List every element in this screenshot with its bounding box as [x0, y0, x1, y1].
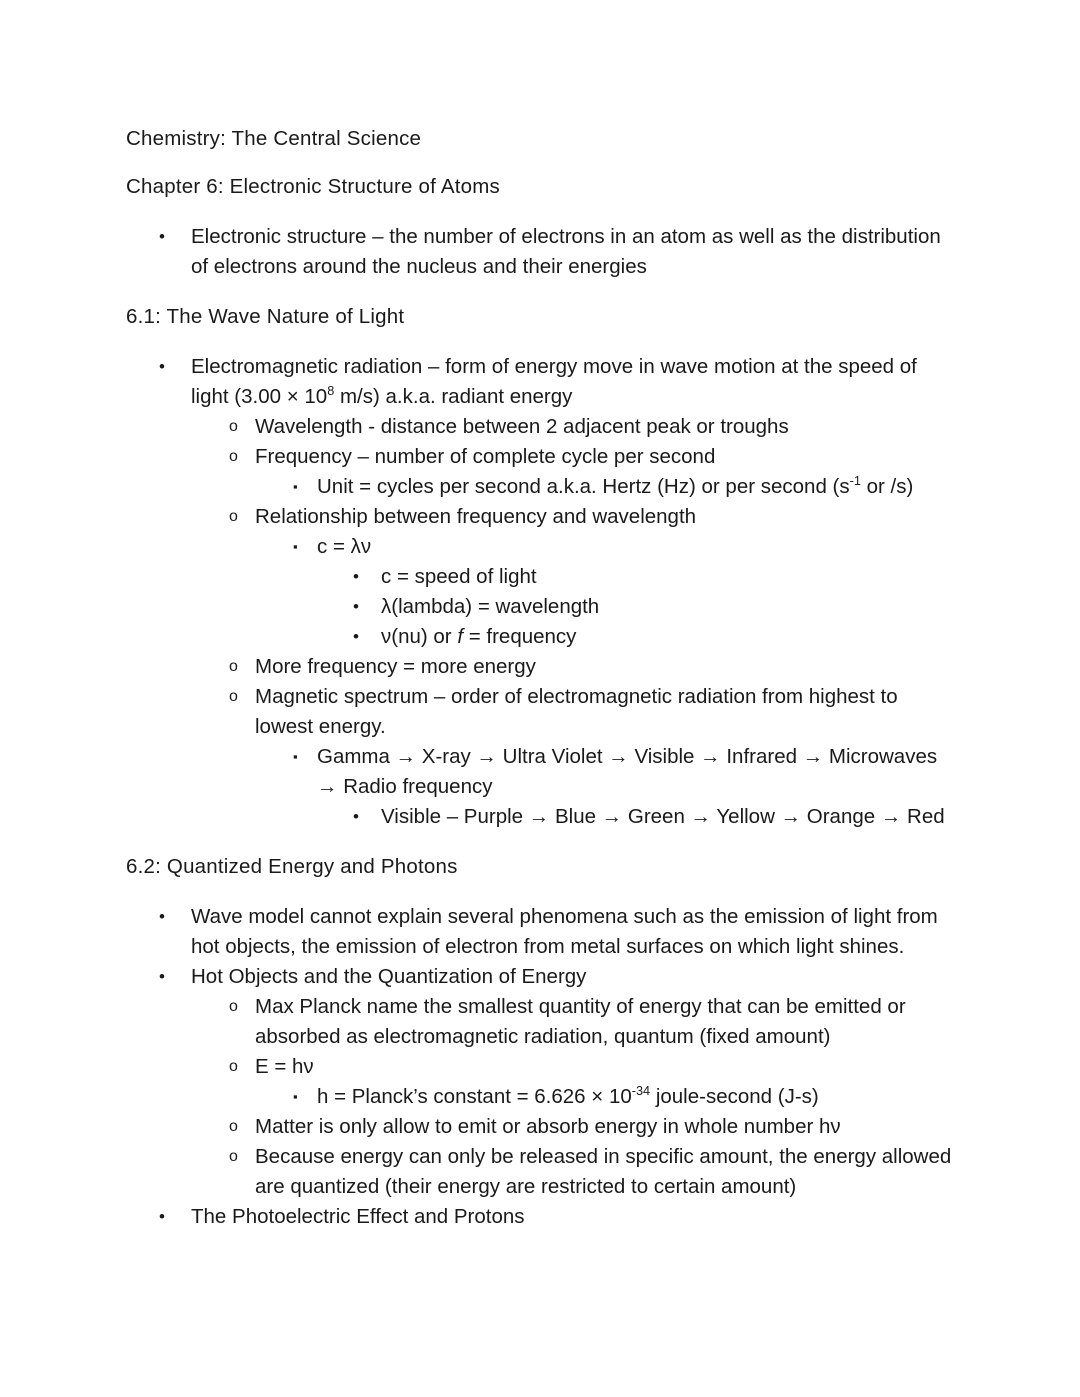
spectrum-order-text: Gamma → X-ray → Ultra Violet → Visible → Infrared → Microwaves → Radio frequency — [317, 745, 938, 798]
intro-bullet-list — [126, 222, 954, 282]
relationship-text: Relationship between frequency and wavelength — [255, 505, 697, 528]
lambda-definition: λ(lambda) = wavelength — [381, 595, 600, 618]
list-item — [191, 412, 954, 442]
planck-constant-sublist — [255, 1082, 954, 1112]
document-body — [126, 126, 954, 1232]
section-6-1-list — [126, 352, 954, 832]
planck-constant-exponent: -34 — [631, 1083, 651, 1099]
disc-bullet-icon: • — [353, 597, 359, 616]
circle-bullet-icon: o — [229, 508, 238, 525]
visible-order-text: Visible – Purple → Blue → Green → Yellow → Orange → Red — [381, 805, 945, 828]
planck-constant-text — [317, 1082, 954, 1112]
nu-definition-pre: ν(nu) or — [381, 625, 458, 648]
section-heading-6-1: 6.1: The Wave Nature of Light — [126, 305, 405, 328]
frequency-text: Frequency – number of complete cycle per second — [255, 445, 716, 468]
hot-objects-sublist — [191, 992, 954, 1202]
wave-sublist — [191, 412, 954, 832]
document-title: Chemistry: The Central Science — [126, 127, 422, 150]
em-radiation-post: m/s) a.k.a. radiant energy — [334, 385, 573, 408]
list-item — [191, 992, 954, 1052]
list-item — [191, 1112, 954, 1142]
unit-post: or /s) — [860, 475, 914, 498]
section-6-2-list — [126, 902, 954, 1232]
unit-pre: Unit = cycles per second a.k.a. Hertz (Hz) or per second (s — [317, 475, 850, 498]
circle-bullet-icon: o — [229, 998, 238, 1015]
square-bullet-icon: ▪ — [293, 479, 298, 494]
em-radiation-exponent: 8 — [327, 383, 335, 399]
list-item — [317, 802, 954, 832]
list-item — [126, 1202, 954, 1232]
disc-bullet-icon: • — [159, 227, 165, 246]
spacer — [126, 282, 954, 304]
list-item — [126, 222, 954, 282]
square-bullet-icon: ▪ — [293, 539, 298, 554]
spacer — [126, 832, 954, 854]
list-item — [255, 472, 954, 502]
unit-text — [317, 472, 954, 502]
nu-definition — [381, 622, 954, 652]
matter-emit-text: Matter is only allow to emit or absorb energy in whole number hν — [255, 1115, 841, 1138]
circle-bullet-icon: o — [229, 688, 238, 705]
disc-bullet-icon: • — [159, 907, 165, 926]
planck-constant-post: joule-second (J-s) — [650, 1085, 819, 1108]
planck-constant-pre: h = Planck’s constant = 6.626 × 10 — [317, 1085, 632, 1108]
list-item — [126, 902, 954, 962]
disc-bullet-icon: • — [353, 807, 359, 826]
photoelectric-effect-text: The Photoelectric Effect and Protons — [191, 1205, 525, 1228]
circle-bullet-icon: o — [229, 418, 238, 435]
disc-bullet-icon: • — [159, 357, 165, 376]
relationship-sublist — [255, 532, 954, 652]
disc-bullet-icon: • — [353, 627, 359, 646]
list-item — [126, 962, 954, 1202]
frequency-sublist — [255, 472, 954, 502]
energy-equation-text: E = hν — [255, 1055, 314, 1078]
circle-bullet-icon: o — [229, 1118, 238, 1135]
list-item — [191, 1142, 954, 1202]
list-item — [191, 502, 954, 652]
frequency-symbol-f: f — [457, 625, 464, 648]
list-item — [191, 442, 954, 502]
because-energy-text: Because energy can only be released in specific amount, the energy allowed are quantized (their energy are restricted to certain amount) — [255, 1145, 952, 1198]
wave-equation-text: c = λν — [317, 535, 372, 558]
circle-bullet-icon: o — [229, 1058, 238, 1075]
circle-bullet-icon: o — [229, 1148, 238, 1165]
section-heading-6-2: 6.2: Quantized Energy and Photons — [126, 855, 458, 878]
magnetic-spectrum-text: Magnetic spectrum – order of electromagnetic radiation from highest to lowest energy. — [255, 685, 898, 738]
intro-bullet-text: Electronic structure – the number of electrons in an atom as well as the distribution of electrons around the nucleus and their energies — [191, 225, 941, 278]
wavelength-text: Wavelength - distance between 2 adjacent peak or troughs — [255, 415, 789, 438]
square-bullet-icon: ▪ — [293, 749, 298, 764]
more-frequency-text: More frequency = more energy — [255, 655, 536, 678]
em-radiation-pre: Electromagnetic radiation – form of energy move in wave motion at the speed of light (3.00 × 10 — [191, 355, 917, 408]
square-bullet-icon: ▪ — [293, 1089, 298, 1104]
list-item — [255, 532, 954, 652]
electromagnetic-radiation-text — [191, 352, 954, 412]
disc-bullet-icon: • — [353, 567, 359, 586]
list-item — [255, 742, 954, 832]
list-item — [317, 592, 954, 622]
disc-bullet-icon: • — [159, 967, 165, 986]
list-item — [191, 1052, 954, 1112]
wave-model-text: Wave model cannot explain several phenomena such as the emission of light from hot objects, the emission of electron from metal surfaces on which light shines. — [191, 905, 938, 958]
disc-bullet-icon: • — [159, 1207, 165, 1226]
list-item — [126, 352, 954, 832]
unit-exponent: -1 — [849, 473, 861, 489]
nu-definition-post: = frequency — [463, 625, 577, 648]
list-item — [317, 622, 954, 652]
list-item — [191, 652, 954, 682]
hot-objects-text: Hot Objects and the Quantization of Energy — [191, 965, 587, 988]
spectrum-sublist — [255, 742, 954, 832]
max-planck-text: Max Planck name the smallest quantity of energy that can be emitted or absorbed as electromagnetic radiation, quantum (fixed amount) — [255, 995, 906, 1048]
list-item — [255, 1082, 954, 1112]
visible-spectrum-list — [317, 802, 954, 832]
equation-terms-list — [317, 562, 954, 652]
circle-bullet-icon: o — [229, 658, 238, 675]
list-item — [317, 562, 954, 592]
chapter-heading: Chapter 6: Electronic Structure of Atoms — [126, 175, 500, 198]
list-item — [191, 682, 954, 832]
speed-of-light-definition: c = speed of light — [381, 565, 537, 588]
circle-bullet-icon: o — [229, 448, 238, 465]
